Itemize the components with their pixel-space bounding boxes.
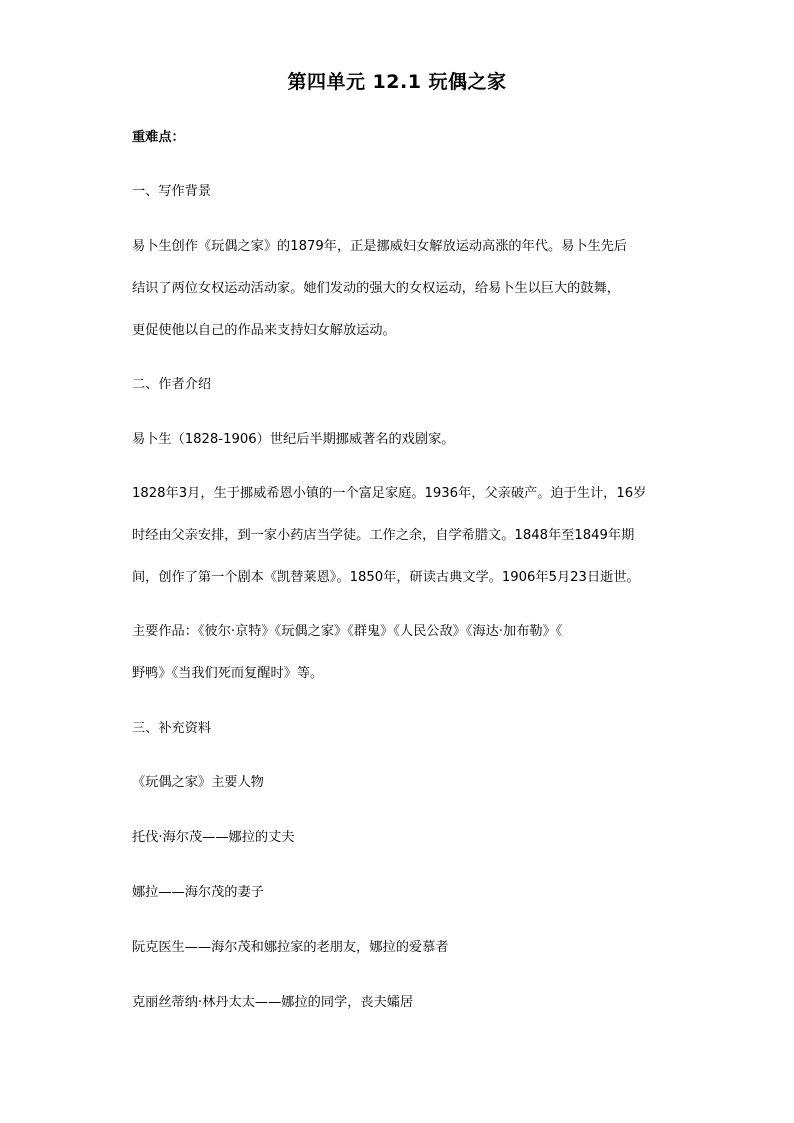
characters-title: 《玩偶之家》主要人物 <box>132 775 264 790</box>
section-heading-author: 二、作者介绍 <box>132 377 212 392</box>
section-heading-background: 一、写作背景 <box>132 184 212 199</box>
paragraph-line: 间，创作了第一个剧本《凯替莱恩》。1850年，研读古典文学。1906年5月23日逝世。 <box>132 570 640 585</box>
key-points-label: 重难点： <box>132 130 185 145</box>
character-line: 托伐·海尔茂——娜拉的丈夫 <box>132 830 295 845</box>
paragraph-line: 易卜生创作《玩偶之家》的1879年，正是挪威妇女解放运动高涨的年代。易卜生先后 <box>132 239 628 254</box>
page-title: 第四单元 12.1 玩偶之家 <box>287 71 507 93</box>
paragraph-line: 1828年3月，生于挪威希恩小镇的一个富足家庭。1936年，父亲破产。迫于生计，16岁 <box>132 486 647 501</box>
paragraph-line: 结识了两位女权运动活动家。她们发动的强大的女权运动，给易卜生以巨大的鼓舞， <box>132 281 620 296</box>
character-line: 阮克医生——海尔茂和娜拉家的老朋友，娜拉的爱慕者 <box>132 940 449 955</box>
works-line: 主要作品：《彼尔·京特》《玩偶之家》《群鬼》《人民公敌》《海达·加布勒》《 <box>132 624 563 639</box>
character-line: 娜拉——海尔茂的妻子 <box>132 885 264 900</box>
paragraph-line: 更促使他以自己的作品来支持妇女解放运动。 <box>132 323 396 338</box>
author-intro: 易卜生（1828-1906）世纪后半期挪威著名的戏剧家。 <box>132 432 455 447</box>
section-heading-supplement: 三、补充资料 <box>132 721 212 736</box>
works-line: 野鸭》《当我们死而复醒时》等。 <box>132 666 324 681</box>
paragraph-line: 时经由父亲安排，到一家小药店当学徒。工作之余，自学希腊文。1848年至1849年期 <box>132 528 635 543</box>
character-line: 克丽丝蒂纳·林丹太太——娜拉的同学，丧夫孀居 <box>132 995 414 1010</box>
